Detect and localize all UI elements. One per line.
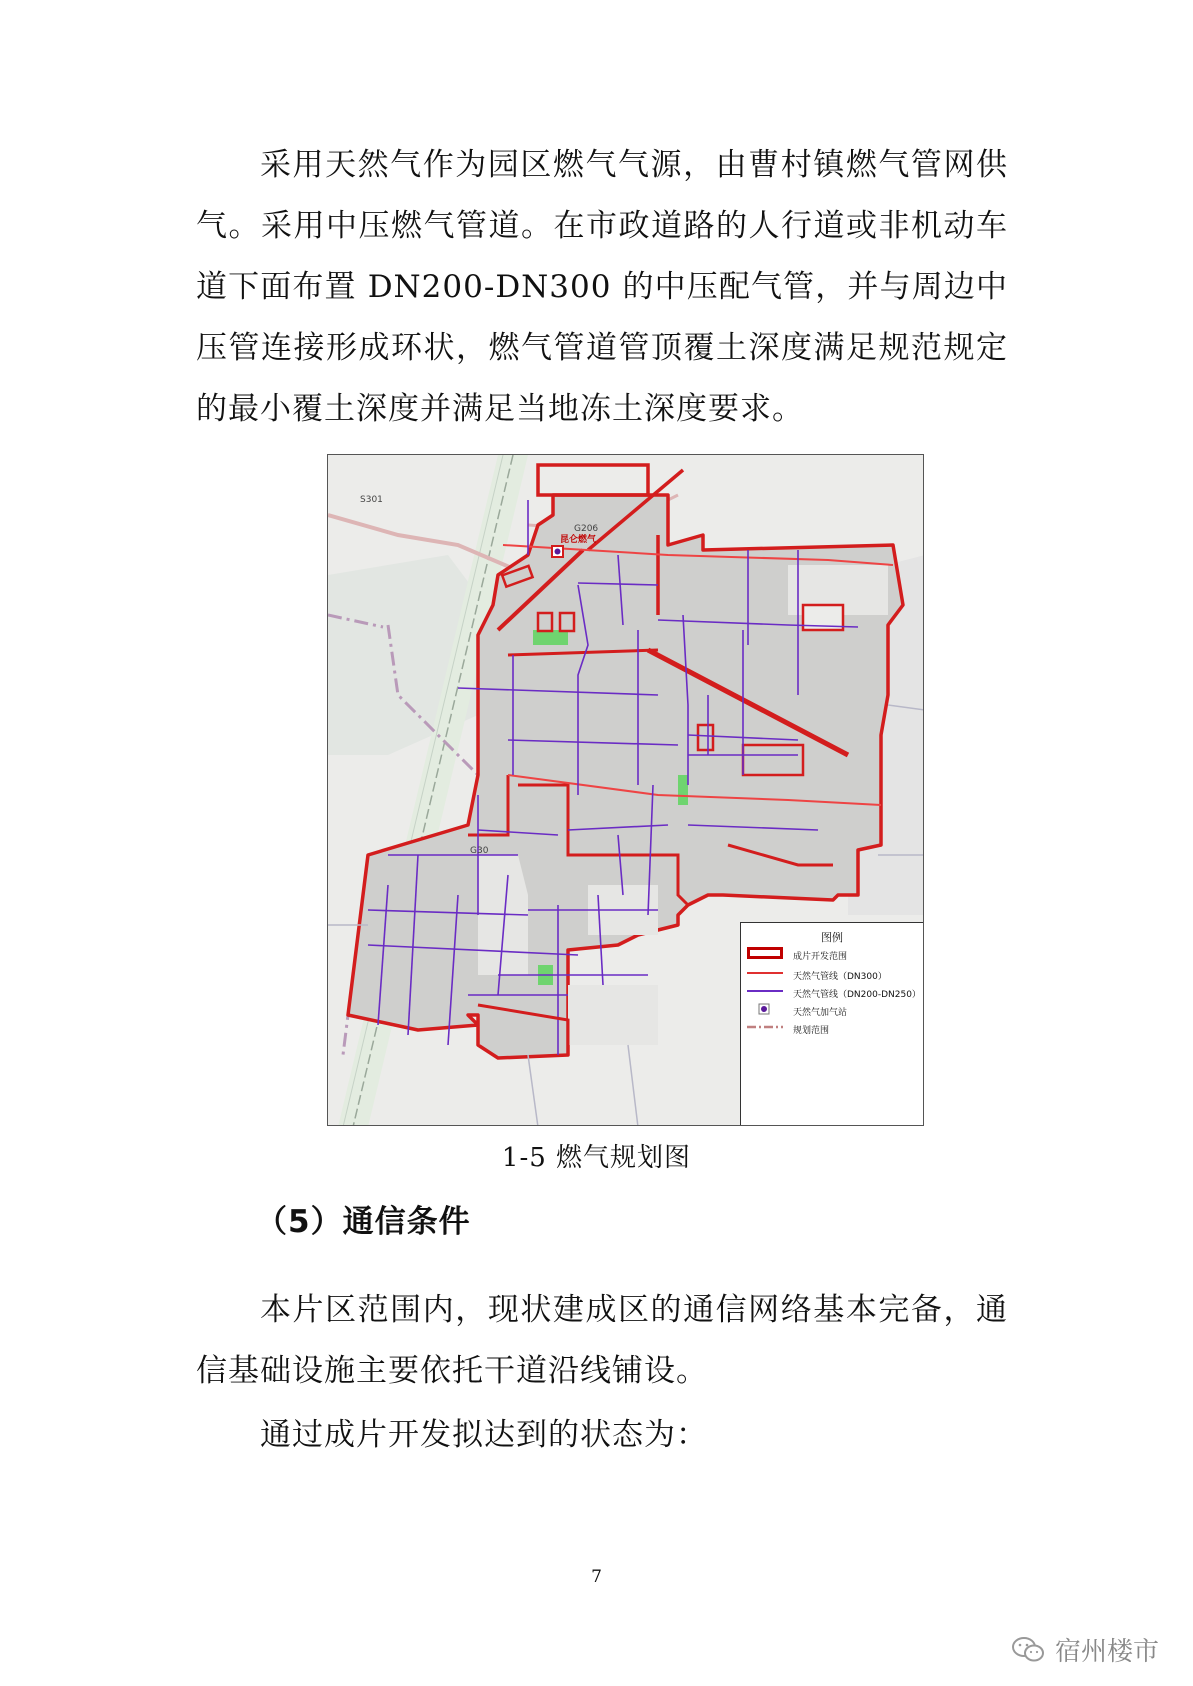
legend-item-development-zone: 成片开发范围 bbox=[747, 947, 847, 963]
road-label-s301: S301 bbox=[360, 495, 383, 505]
map-legend bbox=[740, 922, 924, 1126]
gas-station-label: 昆仑燃气 bbox=[560, 535, 597, 545]
telecom-paragraph: 本片区范围内，现状建成区的通信网络基本完备，通信基础设施主要依托干道沿线铺设。 bbox=[196, 1292, 1008, 1389]
wechat-icon bbox=[1011, 1636, 1045, 1664]
purple-line-icon bbox=[747, 987, 785, 999]
legend-item-dn300: 天然气管线（DN300） bbox=[747, 967, 887, 983]
legend-item-dn200: 天然气管线（DN200-DN250） bbox=[747, 985, 921, 1001]
road-label-g206: G206 bbox=[574, 524, 599, 534]
road-label-g30: G30 bbox=[470, 846, 489, 856]
dash-dot-line-icon bbox=[747, 1023, 785, 1035]
gas-planning-map bbox=[327, 454, 924, 1126]
page-number: 7 bbox=[591, 1567, 602, 1587]
red-box-icon bbox=[747, 949, 785, 961]
legend-item-gas-station: 天然气加气站 bbox=[747, 1003, 847, 1019]
watermark bbox=[1011, 1631, 1159, 1668]
gas-supply-paragraph: 采用天然气作为园区燃气气源，由曹村镇燃气管网供气。采用中压燃气管道。在市政道路的人行道或非机动车道下面布置 DN200-DN300 的中压配气管，并与周边中压管连接形成环状，燃气管道管顶覆土深度满足规范规定的最小覆土深度并满足当地冻土深度要求。 bbox=[196, 147, 1008, 427]
legend-item-planning-range: 规划范围 bbox=[747, 1021, 829, 1037]
red-line-icon bbox=[747, 969, 785, 981]
legend-title: 图例 bbox=[821, 931, 843, 944]
figure-caption: 1-5 燃气规划图 bbox=[501, 1143, 692, 1173]
target-state-paragraph: 通过成片开发拟达到的状态为： bbox=[260, 1417, 708, 1453]
section-heading: （5）通信条件 bbox=[256, 1204, 471, 1240]
watermark-text: 宿州楼市 bbox=[1054, 1637, 1159, 1667]
gas-station-icon bbox=[747, 1005, 785, 1017]
